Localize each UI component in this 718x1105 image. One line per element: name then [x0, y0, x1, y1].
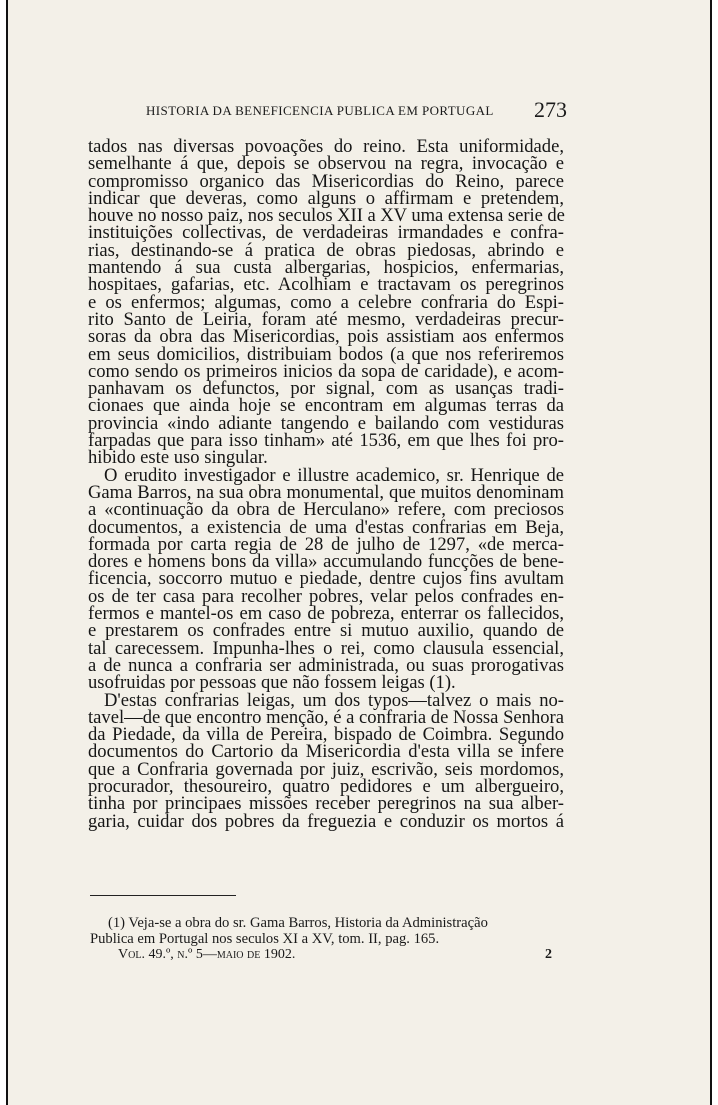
sheet-number: 2 — [545, 947, 552, 962]
text-line: soras da obra das Misericordias, pois assistiam aos enfermos — [88, 326, 564, 348]
text-line: hospitaes, gafarias, etc. Acolhiam e tractavam os peregrinos — [88, 274, 564, 296]
text-line: e os enfermos; algumas, como a celebre confraria do Espi- — [88, 291, 564, 313]
text-line: compromisso organico das Misericordias do Reino, parece — [88, 170, 564, 192]
text-line: provincia «indo adiante tangendo e bailando com vestiduras — [88, 412, 564, 434]
footnote-line: (1) Veja-se a obra do sr. Gama Barros, Historia da Administração — [108, 915, 488, 931]
text-line: rito Santo de Leiria, foram até mesmo, verdadeiras precur- — [88, 308, 564, 330]
text-line: rias, destinando-se á pratica de obras piedosas, abrindo e — [88, 239, 564, 261]
text-line: houve no nosso paiz, nos seculos XII a XV uma extensa serie de — [88, 205, 565, 227]
text-line: em seus domicilios, distribuiam bodos (a que nos referiremos — [88, 343, 564, 365]
text-line: semelhante á que, depois se observou na regra, invocação e — [88, 153, 564, 175]
text-line: da Piedade, da villa de Pereira, bispado de Coimbra. Segundo — [88, 724, 564, 746]
text-line: os de ter casa para recolher pobres, velar pelos confrades en- — [88, 585, 564, 607]
body-text — [88, 138, 564, 830]
text-line: tados nas diversas povoações do reino. Esta uniformidade, — [88, 136, 564, 157]
text-line: tinha por principaes missões receber peregrinos na sua alber- — [88, 793, 564, 815]
text-line: e prestarem os confrades entre si mutuo auxilio, quando de — [88, 620, 564, 642]
text-line: dores e homens bons da villa» accumulando funcções de bene- — [88, 551, 564, 573]
text-line: tavel—de que encontro menção, é a confraria de Nossa Senhora — [88, 706, 565, 728]
text-line: cionaes que ainda hoje se encontram em algumas terras da — [88, 395, 564, 417]
text-line: Gama Barros, na sua obra monumental, que muitos denominam — [88, 481, 564, 503]
text-line: tal carecessem. Impunha-lhes o rei, como clausula essencial, — [88, 637, 564, 659]
text-line: hibido este uso singular. — [88, 447, 268, 469]
text-line: farpadas que para isso tinham» até 1536, em que lhes foi pro- — [88, 430, 564, 452]
running-title: HISTORIA DA BENEFICENCIA PUBLICA EM PORTUGAL — [146, 103, 494, 118]
text-line: a de nunca a confraria ser administrada, ou suas prorogativas — [88, 654, 564, 676]
text-line: usofruidas por pessoas que não fossem leigas (1). — [88, 672, 456, 694]
text-line: mantendo á sua custa albergarias, hospicios, enfermarias, — [88, 257, 564, 279]
text-line: que a Confraria governada por juiz, escrivão, seis mordomos, — [88, 758, 564, 780]
page-number: 273 — [534, 97, 567, 122]
text-line: ficencia, soccorro mutuo e piedade, dentre cujos fins avultam — [88, 568, 564, 590]
text-line: documentos do Cartorio da Misericordia d'esta villa se infere — [88, 741, 564, 763]
text-line: D'estas confrarias leigas, um dos typos—talvez o mais no- — [104, 689, 564, 711]
text-line: panhavam os defunctos, por signal, com as usanças tradi- — [88, 378, 564, 400]
text-line: como sendo os primeiros inicios da sopa de caridade), e acom- — [88, 360, 564, 382]
text-line: indicar que deveras, como alguns o affirmam e pretendem, — [88, 187, 564, 209]
text-line: formada por carta regia de 28 de julho de 1297, «de merca- — [88, 533, 564, 555]
text-line: garia, cuidar dos pobres da freguezia e conduzir os mortos á — [88, 810, 564, 832]
text-line: instituições collectivas, de verdadeiras irmandades e confra- — [88, 222, 564, 244]
text-line: procurador, thesoureiro, quatro pedidores e um albergueiro, — [88, 775, 564, 797]
text-line: documentos, a existencia de uma d'estas confrarias em Beja, — [88, 516, 564, 538]
text-line: a «continuação da obra de Herculano» refere, com preciosos — [88, 499, 564, 521]
text-line: fermos e mantel-os em caso de pobreza, enterrar os fallecidos, — [88, 603, 564, 625]
footnote-divider — [90, 895, 236, 896]
footnote — [90, 915, 564, 947]
footnote-line: Publica em Portugal nos seculos XI a XV, tom. II, pag. 165. — [90, 931, 440, 947]
text-line: O erudito investigador e illustre academico, sr. Henrique de — [104, 464, 564, 486]
volume-info: Vol. 49.º, n.º 5—maio de 1902. — [118, 947, 296, 962]
